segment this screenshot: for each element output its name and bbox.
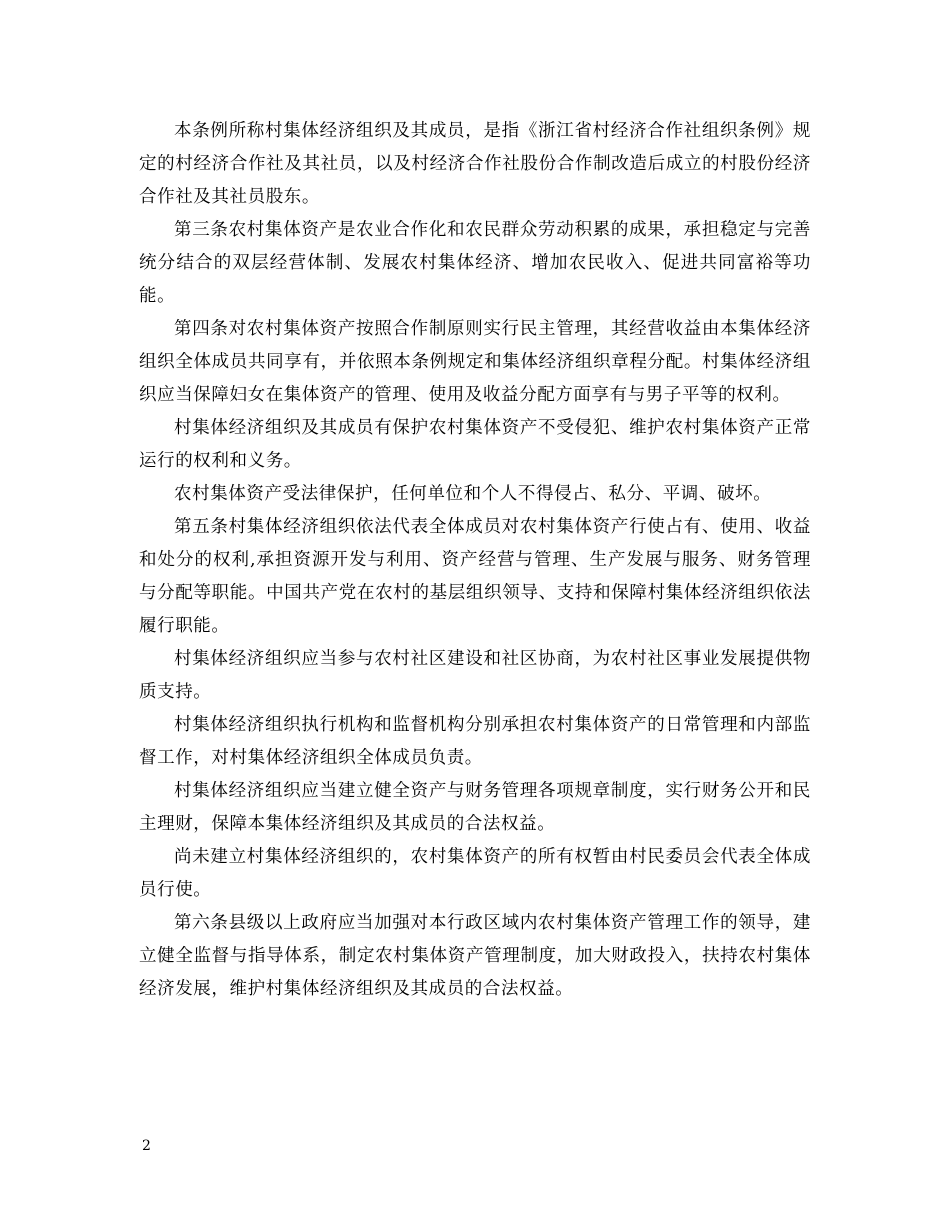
- paragraph-protection-duty: 村集体经济组织及其成员有保护农村集体资产不受侵犯、维护农村集体资产正常运行的权利和义务。: [139, 418, 811, 471]
- paragraph-article-6: 第六条县级以上政府应当加强对本行政区域内农村集体资产管理工作的领导，建立健全监督与指导体系，制定农村集体资产管理制度，加大财政投入，扶持农村集体经济发展，维护村集体经济组织及其成员的合法权益。: [139, 913, 811, 999]
- paragraph-legal-protection: 农村集体资产受法律保护，任何单位和个人不得侵占、私分、平调、破坏。: [174, 484, 772, 504]
- page-number: 2: [142, 1138, 151, 1154]
- paragraph-article-4: 第四条对农村集体资产按照合作制原则实行民主管理，其经营收益由本集体经济组织全体成员共同享有，并依照本条例规定和集体经济组织章程分配。村集体经济组织应当保障妇女在集体资产的管理、使用及收益分配方面享有与男子平等的权利。: [139, 319, 811, 405]
- paragraph-definition: 本条例所称村集体经济组织及其成员，是指《浙江省村经济合作社组织条例》规定的村经济合作社及其社员，以及村经济合作社股份合作制改造后成立的村股份经济合作社及其社员股东。: [139, 121, 811, 207]
- paragraph-article-3: 第三条农村集体资产是农业合作化和农民群众劳动积累的成果，承担稳定与完善统分结合的双层经营体制、发展农村集体经济、增加农民收入、促进共同富裕等功能。: [139, 220, 811, 306]
- paragraph-article-5: 第五条村集体经济组织依法代表全体成员对农村集体资产行使占有、使用、收益和处分的权利,承担资源开发与利用、资产经营与管理、生产发展与服务、财务管理与分配等职能。中国共产党在农村的基层组织领导、支持和保障村集体经济组织依法履行职能。: [139, 517, 811, 636]
- paragraph-supervision: 村集体经济组织执行机构和监督机构分别承担农村集体资产的日常管理和内部监督工作，对村集体经济组织全体成员负责。: [139, 715, 811, 768]
- paragraph-villagers-committee: 尚未建立村集体经济组织的，农村集体资产的所有权暂由村民委员会代表全体成员行使。: [139, 847, 811, 900]
- paragraph-community-support: 村集体经济组织应当参与农村社区建设和社区协商，为农村社区事业发展提供物质支持。: [139, 649, 811, 702]
- paragraph-financial-rules: 村集体经济组织应当建立健全资产与财务管理各项规章制度，实行财务公开和民主理财，保障本集体经济组织及其成员的合法权益。: [139, 781, 811, 834]
- document-body: [139, 115, 811, 1006]
